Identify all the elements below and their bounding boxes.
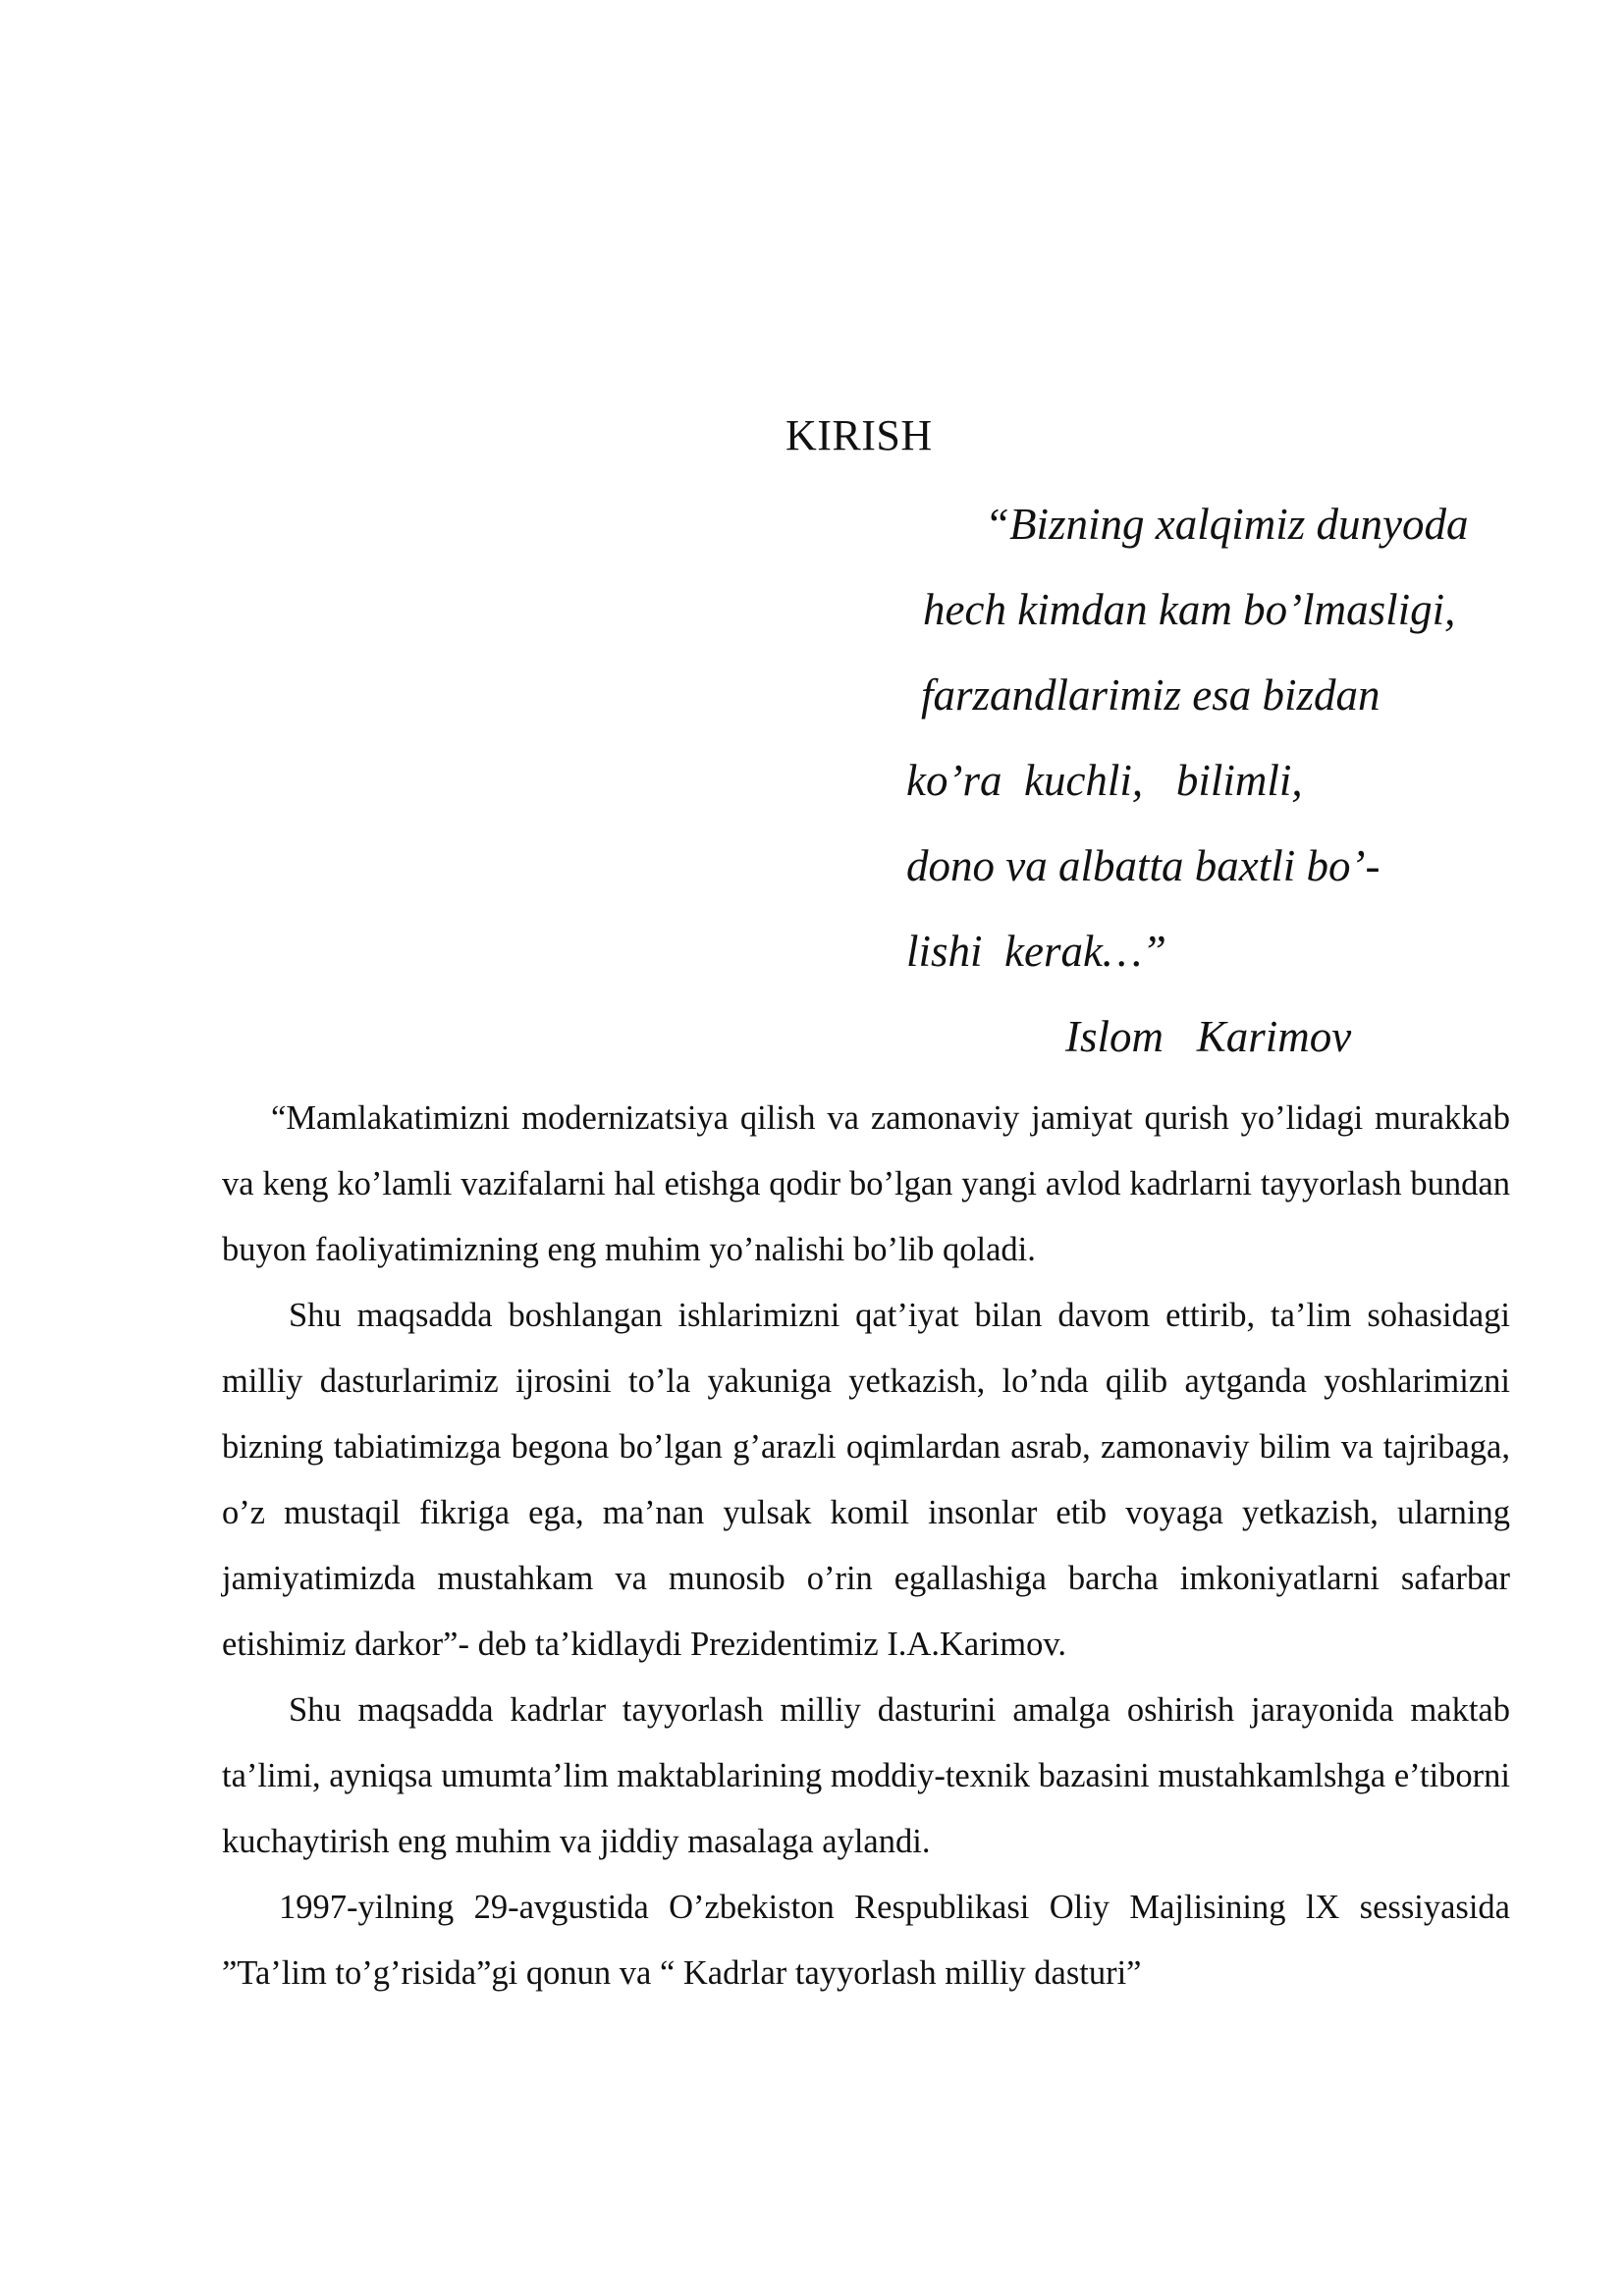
epigraph-line: dono va albatta baxtli bo’- bbox=[906, 841, 1380, 890]
body-paragraph: Shu maqsadda boshlangan ishlarimizni qat’iyat bilan davom ettirib, ta’lim sohasidagi milliy dasturlarimiz ijrosini to’la yakuniga yetkazish, lo’nda qilib aytganda yoshlarimizni bizning tabiatimizga begona bo’lgan g’arazli oqimlardan asrab, zamonaviy bilim va tajribaga, o’z mustaqil fikriga ega, ma’nan yulsak komil insonlar etib voyaga yetkazish, ularning jamiyatimizda mustahkam va munosib o’rin egallashiga barcha imkoniyatlarni safarbar etishimiz darkor”- deb ta’kidlaydi Prezidentimiz I.A.Karimov. bbox=[222, 1297, 1510, 1663]
epigraph-line: “Bizning xalqimiz dunyoda bbox=[985, 500, 1469, 549]
body-text bbox=[222, 1086, 1510, 2006]
epigraph-line: hech kimdan kam bo’lmasligi, bbox=[923, 585, 1456, 634]
body-paragraph: Shu maqsadda kadrlar tayyorlash milliy dasturini amalga oshirish jarayonida maktab ta’limi, ayniqsa umumta’lim maktablarining moddiy-texnik bazasini mustahkamlshga e’tiborni kuchaytirish eng muhim va jiddiy masalaga aylandi. bbox=[222, 1691, 1511, 1860]
epigraph-line: ko’ra kuchli, bilimli, bbox=[906, 756, 1303, 805]
epigraph-line: farzandlarimiz esa bizdan bbox=[921, 670, 1380, 720]
epigraph-line: lishi kerak…” bbox=[906, 927, 1166, 976]
body-paragraph: “Mamlakatimizni modernizatsiya qilish va zamonaviy jamiyat qurish yo’lidagi murakkab va keng ko’lamli vazifalarni hal etishga qodir bo’lgan yangi avlod kadrlarni tayyorlash bundan buyon faoliyatimizning eng muhim yo’nalishi bo’lib qoladi. bbox=[222, 1099, 1510, 1268]
epigraph-author: Islom Karimov bbox=[1065, 1012, 1352, 1061]
body-paragraph: 1997-yilning 29-avgustida O’zbekiston Respublikasi Oliy Majlisining lX sessiyasida ”Ta’lim to’g’risida”gi qonun va “ Kadrlar tayyorlash milliy dasturi” bbox=[222, 1889, 1510, 1992]
page-heading: KIRISH bbox=[785, 411, 933, 459]
